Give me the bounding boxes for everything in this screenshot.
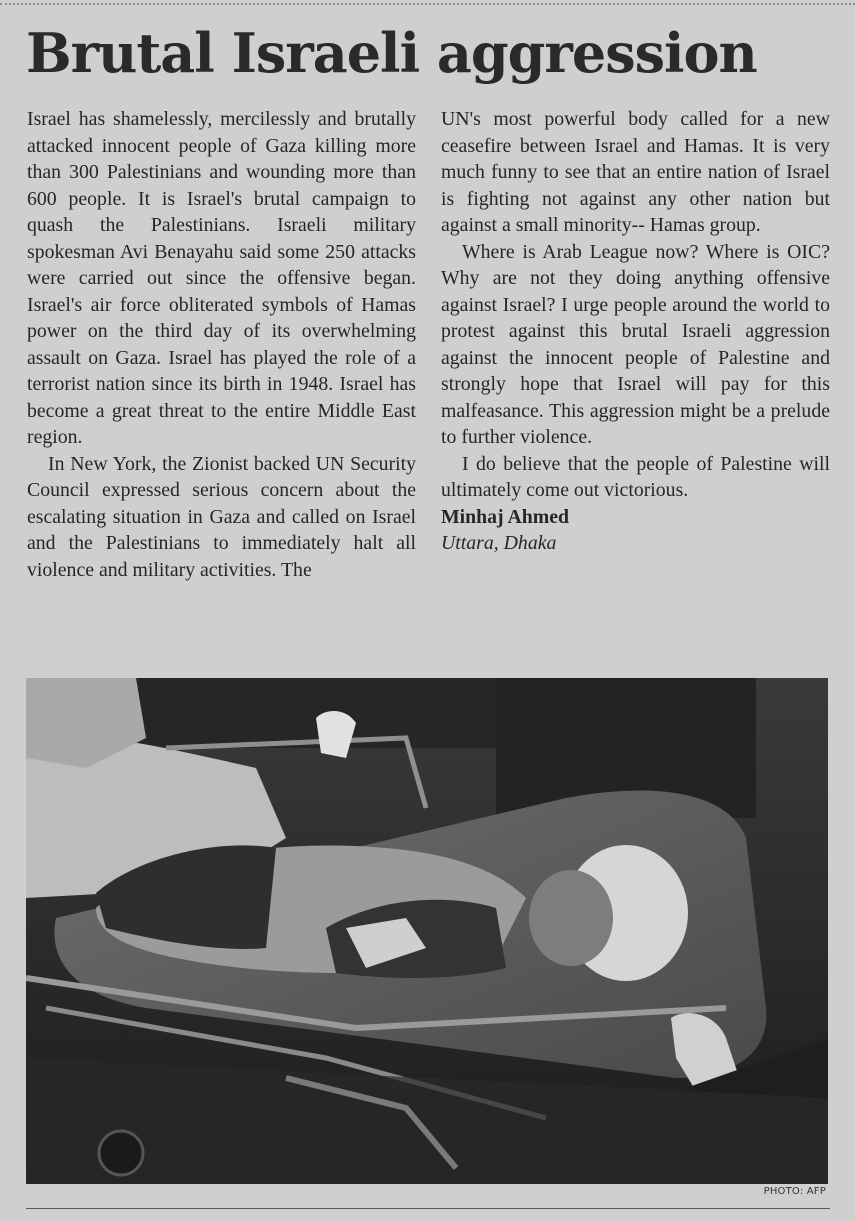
paragraph-1: Israel has shamelessly, mercilessly and brutally attacked innocent people of Gaza killing more than 300 Palestinians and wounding more than 600 people. It is Israel's brutal campaign to quash the Palestinians. Israeli military spokesman Avi Benayahu said some 250 attacks were carried out since the offensive began. Israel's air force obliterated symbols of Hamas power on the third day of its overwhelming assault on Gaza. Israel has played the role of a terrorist nation since its birth in 1948. Israel has become a great threat to the entire Middle East region. bbox=[27, 108, 416, 448]
news-photo bbox=[26, 678, 828, 1184]
paragraph-3: UN's most powerful body called for a new ceasefire between Israel and Hamas. It is very much funny to see that an entire nation of Israel is fighting not against any other nation but against a small minority-- Hamas group. bbox=[441, 108, 830, 236]
bottom-divider bbox=[26, 1208, 830, 1209]
column-left bbox=[27, 106, 416, 583]
photo-illustration bbox=[26, 678, 828, 1184]
top-divider bbox=[0, 3, 855, 5]
headline: Brutal Israeli aggression bbox=[26, 21, 757, 85]
photo-credit: PHOTO: AFP bbox=[763, 1186, 826, 1197]
paragraph-4: Where is Arab League now? Where is OIC? Why are not they doing anything offensive against Israel? I urge people around the world to protest against this brutal Israeli aggression against the innocent people of Palestine and strongly hope that Israel will pay for this malfeasance. This aggression might be a prelude to further violence. bbox=[441, 240, 830, 448]
paragraph-5: I do believe that the people of Palestine will ultimately come out victorious. bbox=[441, 452, 830, 501]
column-right bbox=[441, 106, 830, 557]
paragraph-2: In New York, the Zionist backed UN Security Council expressed serious concern about the escalating situation in Gaza and called on Israel and the Palestinians to immediately halt all violence and military activities. The bbox=[27, 452, 416, 581]
author-location: Uttara, Dhaka bbox=[441, 532, 557, 554]
author-name: Minhaj Ahmed bbox=[441, 505, 570, 528]
